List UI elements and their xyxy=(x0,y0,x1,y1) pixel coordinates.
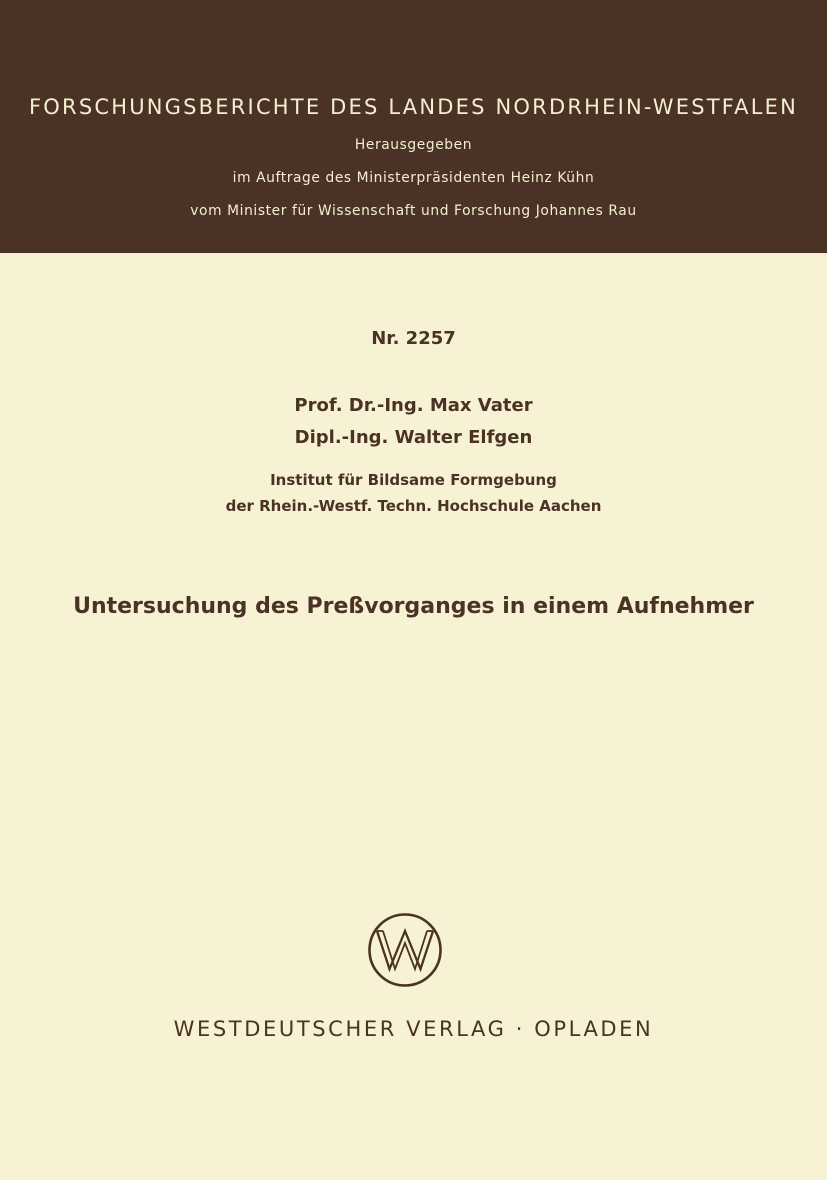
author-2: Dipl.-Ing. Walter Elfgen xyxy=(294,427,533,448)
series-title: FORSCHUNGSBERICHTE DES LANDES NORDRHEIN-WESTFALEN xyxy=(29,95,798,119)
document-title: Untersuchung des Preßvorganges in einem Aufnehmer xyxy=(73,594,754,619)
issue-number: Nr. 2257 xyxy=(371,328,456,349)
institute-line-2: der Rhein.-Westf. Techn. Hochschule Aachen xyxy=(225,497,602,515)
published-by-line: Herausgegeben xyxy=(354,137,473,153)
institute-line-1: Institut für Bildsame Formgebung xyxy=(270,471,557,489)
author-1: Prof. Dr.-Ing. Max Vater xyxy=(294,395,533,416)
publisher-name: WESTDEUTSCHER VERLAG · OPLADEN xyxy=(173,1017,654,1041)
ministry-line: vom Minister für Wissenschaft und Forschung Johannes Rau xyxy=(190,203,637,219)
header-band xyxy=(0,0,827,253)
ww-publisher-logo-icon xyxy=(366,911,444,989)
commissioned-by-line: im Auftrage des Ministerpräsidenten Heinz Kühn xyxy=(232,170,595,186)
